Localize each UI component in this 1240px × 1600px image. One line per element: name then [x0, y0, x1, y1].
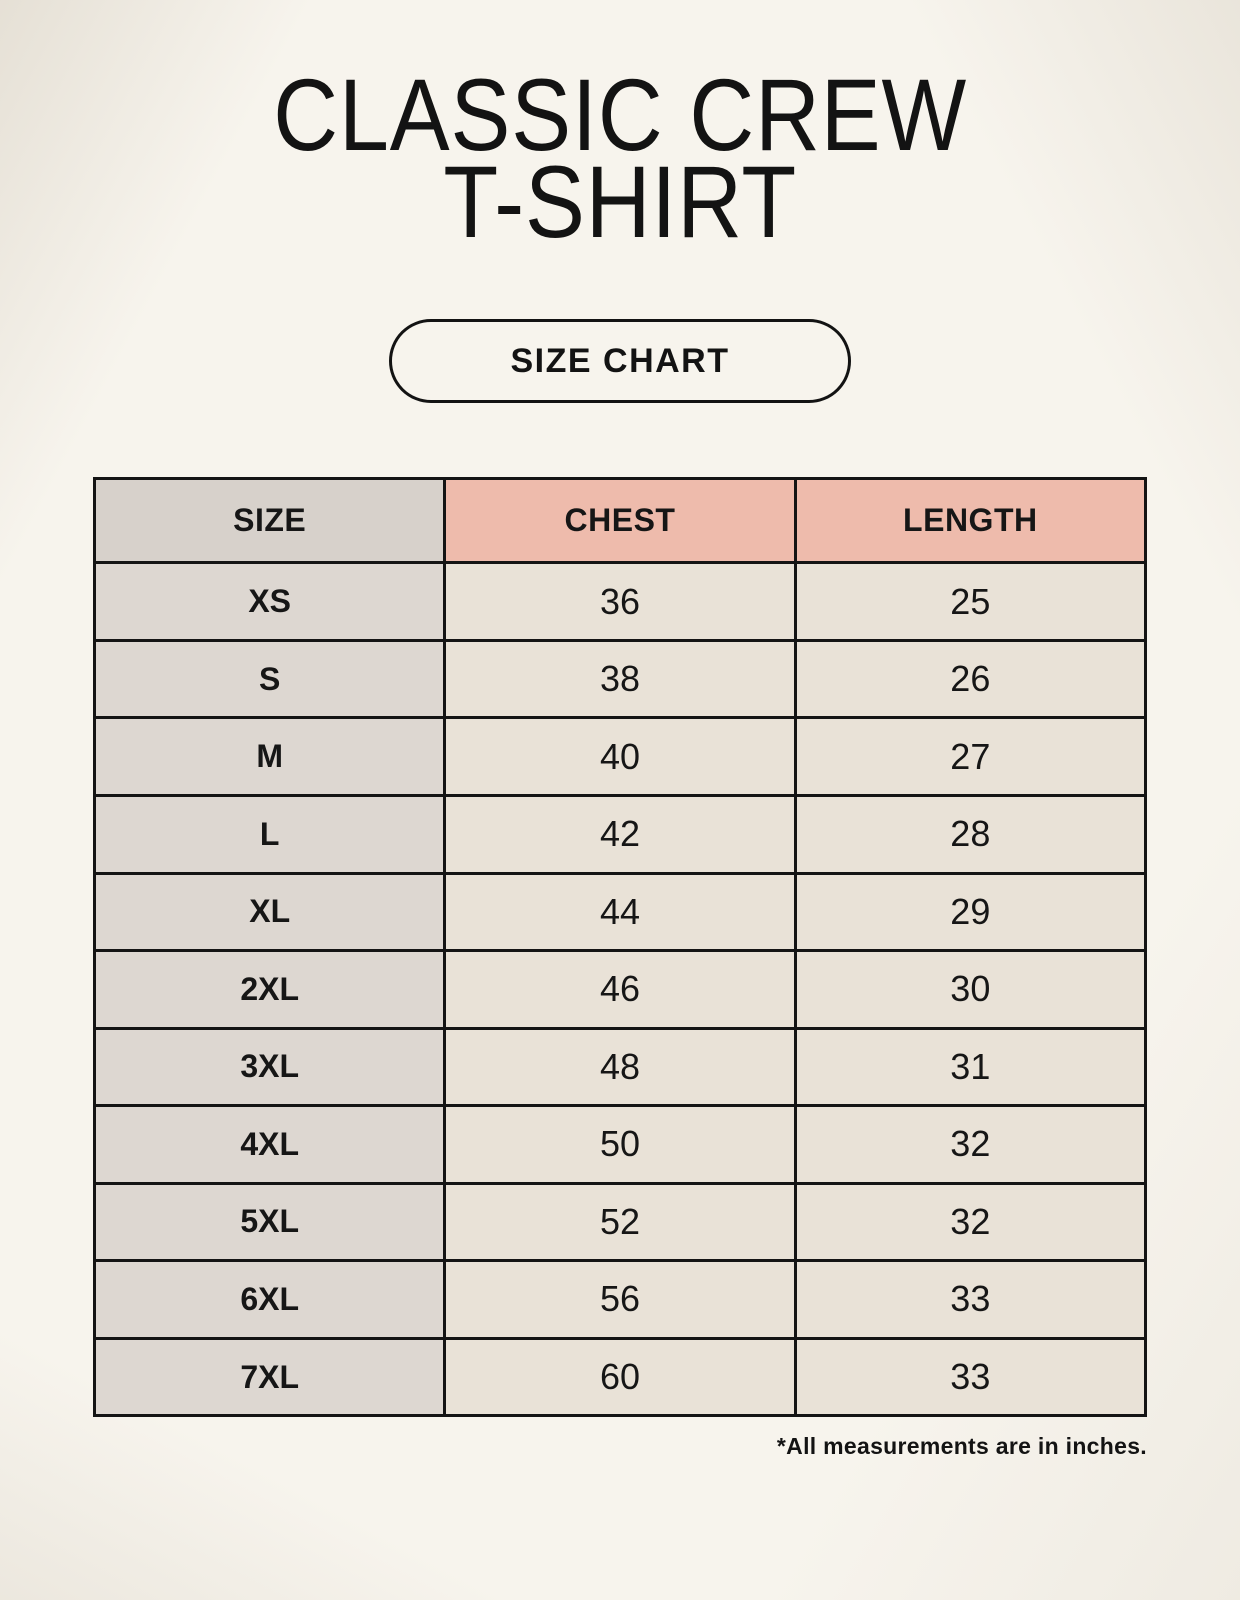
size-cell: 5XL: [95, 1183, 445, 1261]
size-cell: XS: [95, 563, 445, 641]
size-cell: 6XL: [95, 1261, 445, 1339]
chest-cell: 42: [445, 795, 795, 873]
chest-cell: 52: [445, 1183, 795, 1261]
size-cell: 2XL: [95, 951, 445, 1029]
length-cell: 26: [795, 640, 1145, 718]
size-cell: S: [95, 640, 445, 718]
length-cell: 28: [795, 795, 1145, 873]
chest-cell: 60: [445, 1338, 795, 1416]
length-cell: 33: [795, 1261, 1145, 1339]
table-row: [95, 873, 1146, 951]
measurements-note: *All measurements are in inches.: [776, 1433, 1147, 1460]
size-cell: XL: [95, 873, 445, 951]
size-cell: 3XL: [95, 1028, 445, 1106]
chest-cell: 48: [445, 1028, 795, 1106]
length-cell: 31: [795, 1028, 1145, 1106]
column-header-chest: CHEST: [445, 479, 795, 563]
column-header-length: LENGTH: [795, 479, 1145, 563]
title-line-2: T-SHIRT: [443, 144, 797, 259]
length-cell: 32: [795, 1106, 1145, 1184]
table-row: [95, 795, 1146, 873]
length-cell: 25: [795, 563, 1145, 641]
table-row: [95, 1261, 1146, 1339]
page-title: [273, 58, 967, 259]
chest-cell: 50: [445, 1106, 795, 1184]
chest-cell: 38: [445, 640, 795, 718]
size-chart-badge-label: SIZE CHART: [510, 341, 730, 380]
length-cell: 27: [795, 718, 1145, 796]
chest-cell: 40: [445, 718, 795, 796]
size-table: [93, 477, 1147, 1417]
table-row: [95, 951, 1146, 1029]
table-row: [95, 640, 1146, 718]
length-cell: 33: [795, 1338, 1145, 1416]
length-cell: 30: [795, 951, 1145, 1029]
table-header-row: [95, 479, 1146, 563]
table-row: [95, 1183, 1146, 1261]
table-row: [95, 718, 1146, 796]
title-line-1: CLASSIC CREW: [273, 58, 967, 172]
length-cell: 32: [795, 1183, 1145, 1261]
size-cell: M: [95, 718, 445, 796]
chest-cell: 56: [445, 1261, 795, 1339]
size-chart-badge[interactable]: [389, 319, 851, 403]
table-row: [95, 1338, 1146, 1416]
chest-cell: 46: [445, 951, 795, 1029]
size-cell: L: [95, 795, 445, 873]
column-header-size: SIZE: [95, 479, 445, 563]
size-cell: 7XL: [95, 1338, 445, 1416]
table-row: [95, 1028, 1146, 1106]
chest-cell: 36: [445, 563, 795, 641]
table-row: [95, 1106, 1146, 1184]
chest-cell: 44: [445, 873, 795, 951]
size-cell: 4XL: [95, 1106, 445, 1184]
table-row: [95, 563, 1146, 641]
length-cell: 29: [795, 873, 1145, 951]
